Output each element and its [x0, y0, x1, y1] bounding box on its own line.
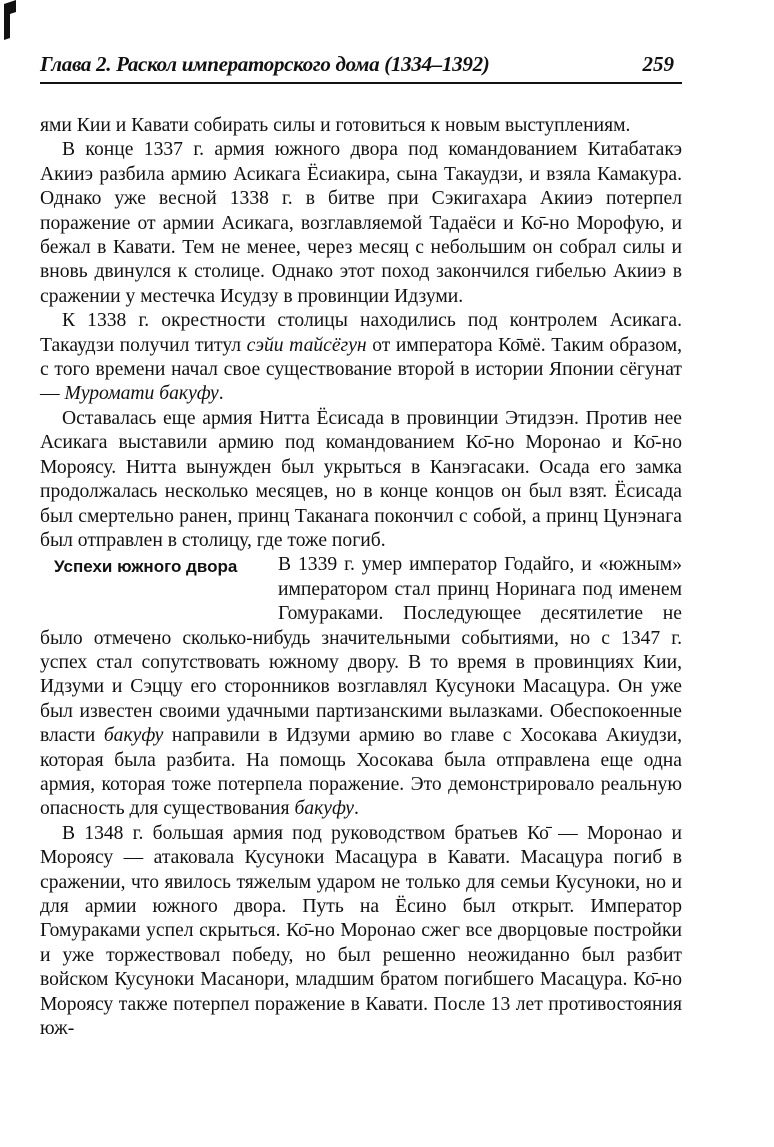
- paragraph-3-text-a: К 1338 г. окрестности столицы находились под контролем Асикага. Такаудзи получил титул: [40, 310, 682, 356]
- term-seii-taishogun: сэйи тайсёгун: [246, 334, 367, 356]
- term-bakufu-1: бакуфу: [103, 725, 164, 747]
- paragraph-last: В 1348 г. большая армия под руководством братьев Ко̄ — Моронао и Мороясу — атаковала Кусуноки Масацура в Кавати. Масацура погиб в сражении, что явилось тяжелым ударом не только для семьи Кусуноки, но и для армии южного двора. Путь на Ёсино был открыт. Император Гомураками успел скрыться. Ко̄-но Моронао сжег все дворцовые постройки и уже торжествовал победу, но был решенно неожиданно был разбит войском Кусуноки Масанори, младшим братом погибшего Масацура. Ко̄-но Мороясу также потерпел поражение в Кавати. После 13 лет противостояния юж-: [40, 822, 682, 1040]
- term-bakufu-2: бакуфу: [294, 798, 354, 820]
- paragraph-4: Оставалась еще армия Нитта Ёсисада в провинции Этидзэн. Против нее Асикага выставили армию под командованием Ко̄-но Моронао и Ко̄-но Мороясу. Нитта вынужден был укрыться в Канэгасаки. Осада его замка продолжалась несколько месяцев, но в конце концов он был взят. Ёсисада был смертельно ранен, принц Таканага покончил с собой, а принц Цунэнага был отправлен в столицу, где тоже погиб.: [40, 407, 682, 551]
- term-muromachi-bakufu: Муромати бакуфу: [64, 383, 219, 405]
- paragraph-1: ями Кии и Кавати собирать силы и готовиться к новым выступлениям.: [40, 115, 631, 136]
- section-text-c: .: [353, 798, 359, 820]
- body-text: [40, 114, 682, 1041]
- paragraph-2: В конце 1337 г. армия южного двора под командованием Китабатакэ Акииэ разбила армию Асикага Ёсиакира, сына Такаудзи, и взяла Камакура. Однако уже весной 1338 г. в битве при Сэкигахара Акииэ потерпел поражение от армии Асикага, возглавляемой Тадаёси и Ко̄-но Морофую, и бежал в Кавати. Тем не менее, через месяц с небольшим он собрал силы и вновь двинулся к столице. Однако этот поход закончился гибелью Акииэ в сражении у местечка Исудзу в провинции Идзуми.: [40, 139, 682, 307]
- section-heading: Успехи южного двора: [54, 557, 238, 577]
- section-text-a: В 1339 г. умер император Годайго, и «южным» императором стал принц Норинага под именем Гомураками. Последующее десятилетие не было отмечено сколько-нибудь значительными событиями, но с 1347 г. успех стал сопутствовать южному двору. В то время в провинциях Кии, Идзуми и Сэццу его сторонников возглавлял Кусуноки Масацура. Он уже был известен своими удачными партизанскими вылазками. Обеспокоенные власти: [40, 554, 682, 747]
- section-southern-court: [40, 553, 682, 821]
- section-text-b: направили в Идзуми армию во главе с Хосокава Акиудзи, которая была разбита. На помощь Хосокава была отправлена еще одна армия, которая тоже потерпела поражение. Это демонстрировало реальную опасность для существования: [40, 725, 682, 820]
- chapter-title: Глава 2. Раскол императорского дома (1334–1392): [40, 52, 490, 76]
- running-header: [40, 52, 682, 84]
- paragraph-3-text-c: .: [218, 383, 224, 405]
- corner-print-mark: [2, 0, 18, 40]
- paragraph-3-text-b: от императора Ко̄мё. Таким образом, с того времени начал свое существование второй в истории Японии сёгунат —: [40, 334, 683, 405]
- page-number: 259: [642, 52, 674, 76]
- paragraph-3: [40, 309, 682, 407]
